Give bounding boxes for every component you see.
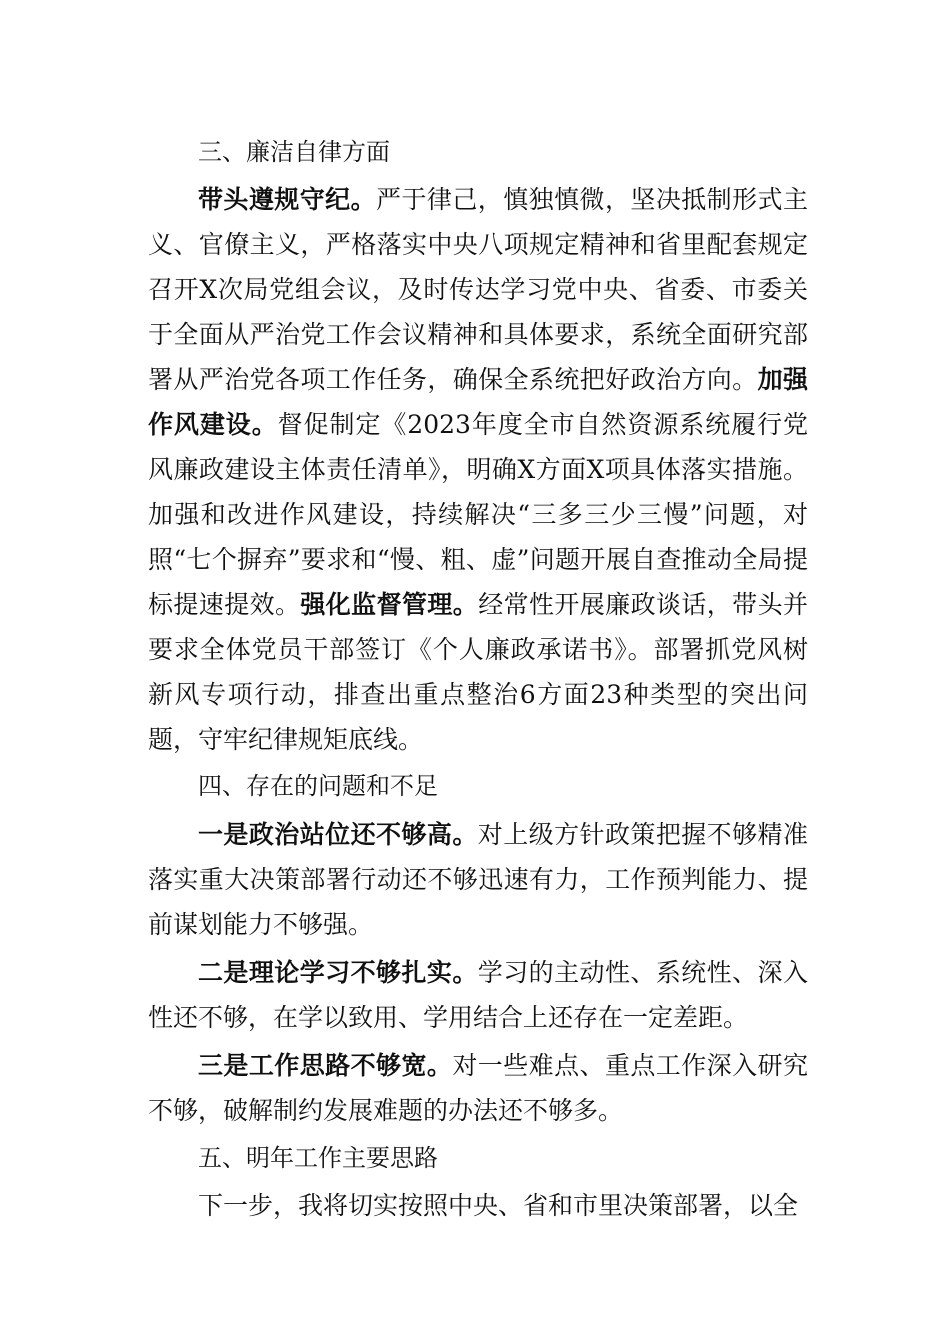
paragraph-text: 严于律己，慎独慎微，坚决抵制形式主义、官僚主义，严格落实中央八项规定精神和省里配套规定召开X次局党组会议，及时传达学习党中央、省委、市委关于全面从严治党工作会议精神和具体要求，系统全面研究部署从严治党各项工作任务，确保全系统把好政治方向。: [148, 185, 808, 394]
paragraph-text: 经常性开展廉政谈话，带头并要求全体党员干部签订《个人廉政承诺书》。部署抓党风树新风专项行动，排查出重点整治6方面23种类型的突出问题，守牢纪律规矩底线。: [148, 590, 808, 754]
lead-phrase-supervision: 强化监督管理。: [300, 590, 479, 619]
lead-phrase-discipline: 带头遵规守纪。: [198, 185, 377, 214]
problem-item: [148, 950, 808, 1040]
paragraph-integrity: [148, 177, 808, 762]
lead-phrase-work-style: 加强作风建设。: [148, 365, 808, 439]
paragraph-text: 督促制定《2023年度全市自然资源系统履行党风廉政建设主体责任清单》，明确X方面X项具体落实措施。加强和改进作风建设，持续解决“三多三少三慢”问题，对照“七个摒弃”要求和“慢、粗、虚”问题开展自查推动全局提标提速提效。: [148, 410, 808, 619]
section-heading-integrity: 三、廉洁自律方面: [198, 138, 390, 166]
problem-item: [148, 1043, 808, 1133]
problem-text: 对上级方针政策把握不够精准落实重大决策部署行动还不够迅速有力，工作预判能力、提前谋划能力不够强。: [148, 820, 808, 939]
problem-lead: 二是理论学习不够扎实。: [198, 958, 478, 987]
section-heading-next-year: 五、明年工作主要思路: [198, 1144, 438, 1172]
problem-item: [148, 812, 808, 947]
problem-text: 对一些难点、重点工作深入研究不够，破解制约发展难题的办法还不够多。: [148, 1051, 808, 1125]
problem-lead: 一是政治站位还不够高。: [198, 820, 478, 849]
paragraph-next-year: 下一步，我将切实按照中央、省和市里决策部署，以全: [198, 1191, 799, 1220]
section-heading-problems: 四、存在的问题和不足: [198, 772, 438, 800]
document-body: [148, 130, 808, 1228]
problem-lead: 三是工作思路不够宽。: [198, 1051, 453, 1080]
problem-text: 学习的主动性、系统性、深入性还不够，在学以致用、学用结合上还存在一定差距。: [148, 958, 808, 1032]
